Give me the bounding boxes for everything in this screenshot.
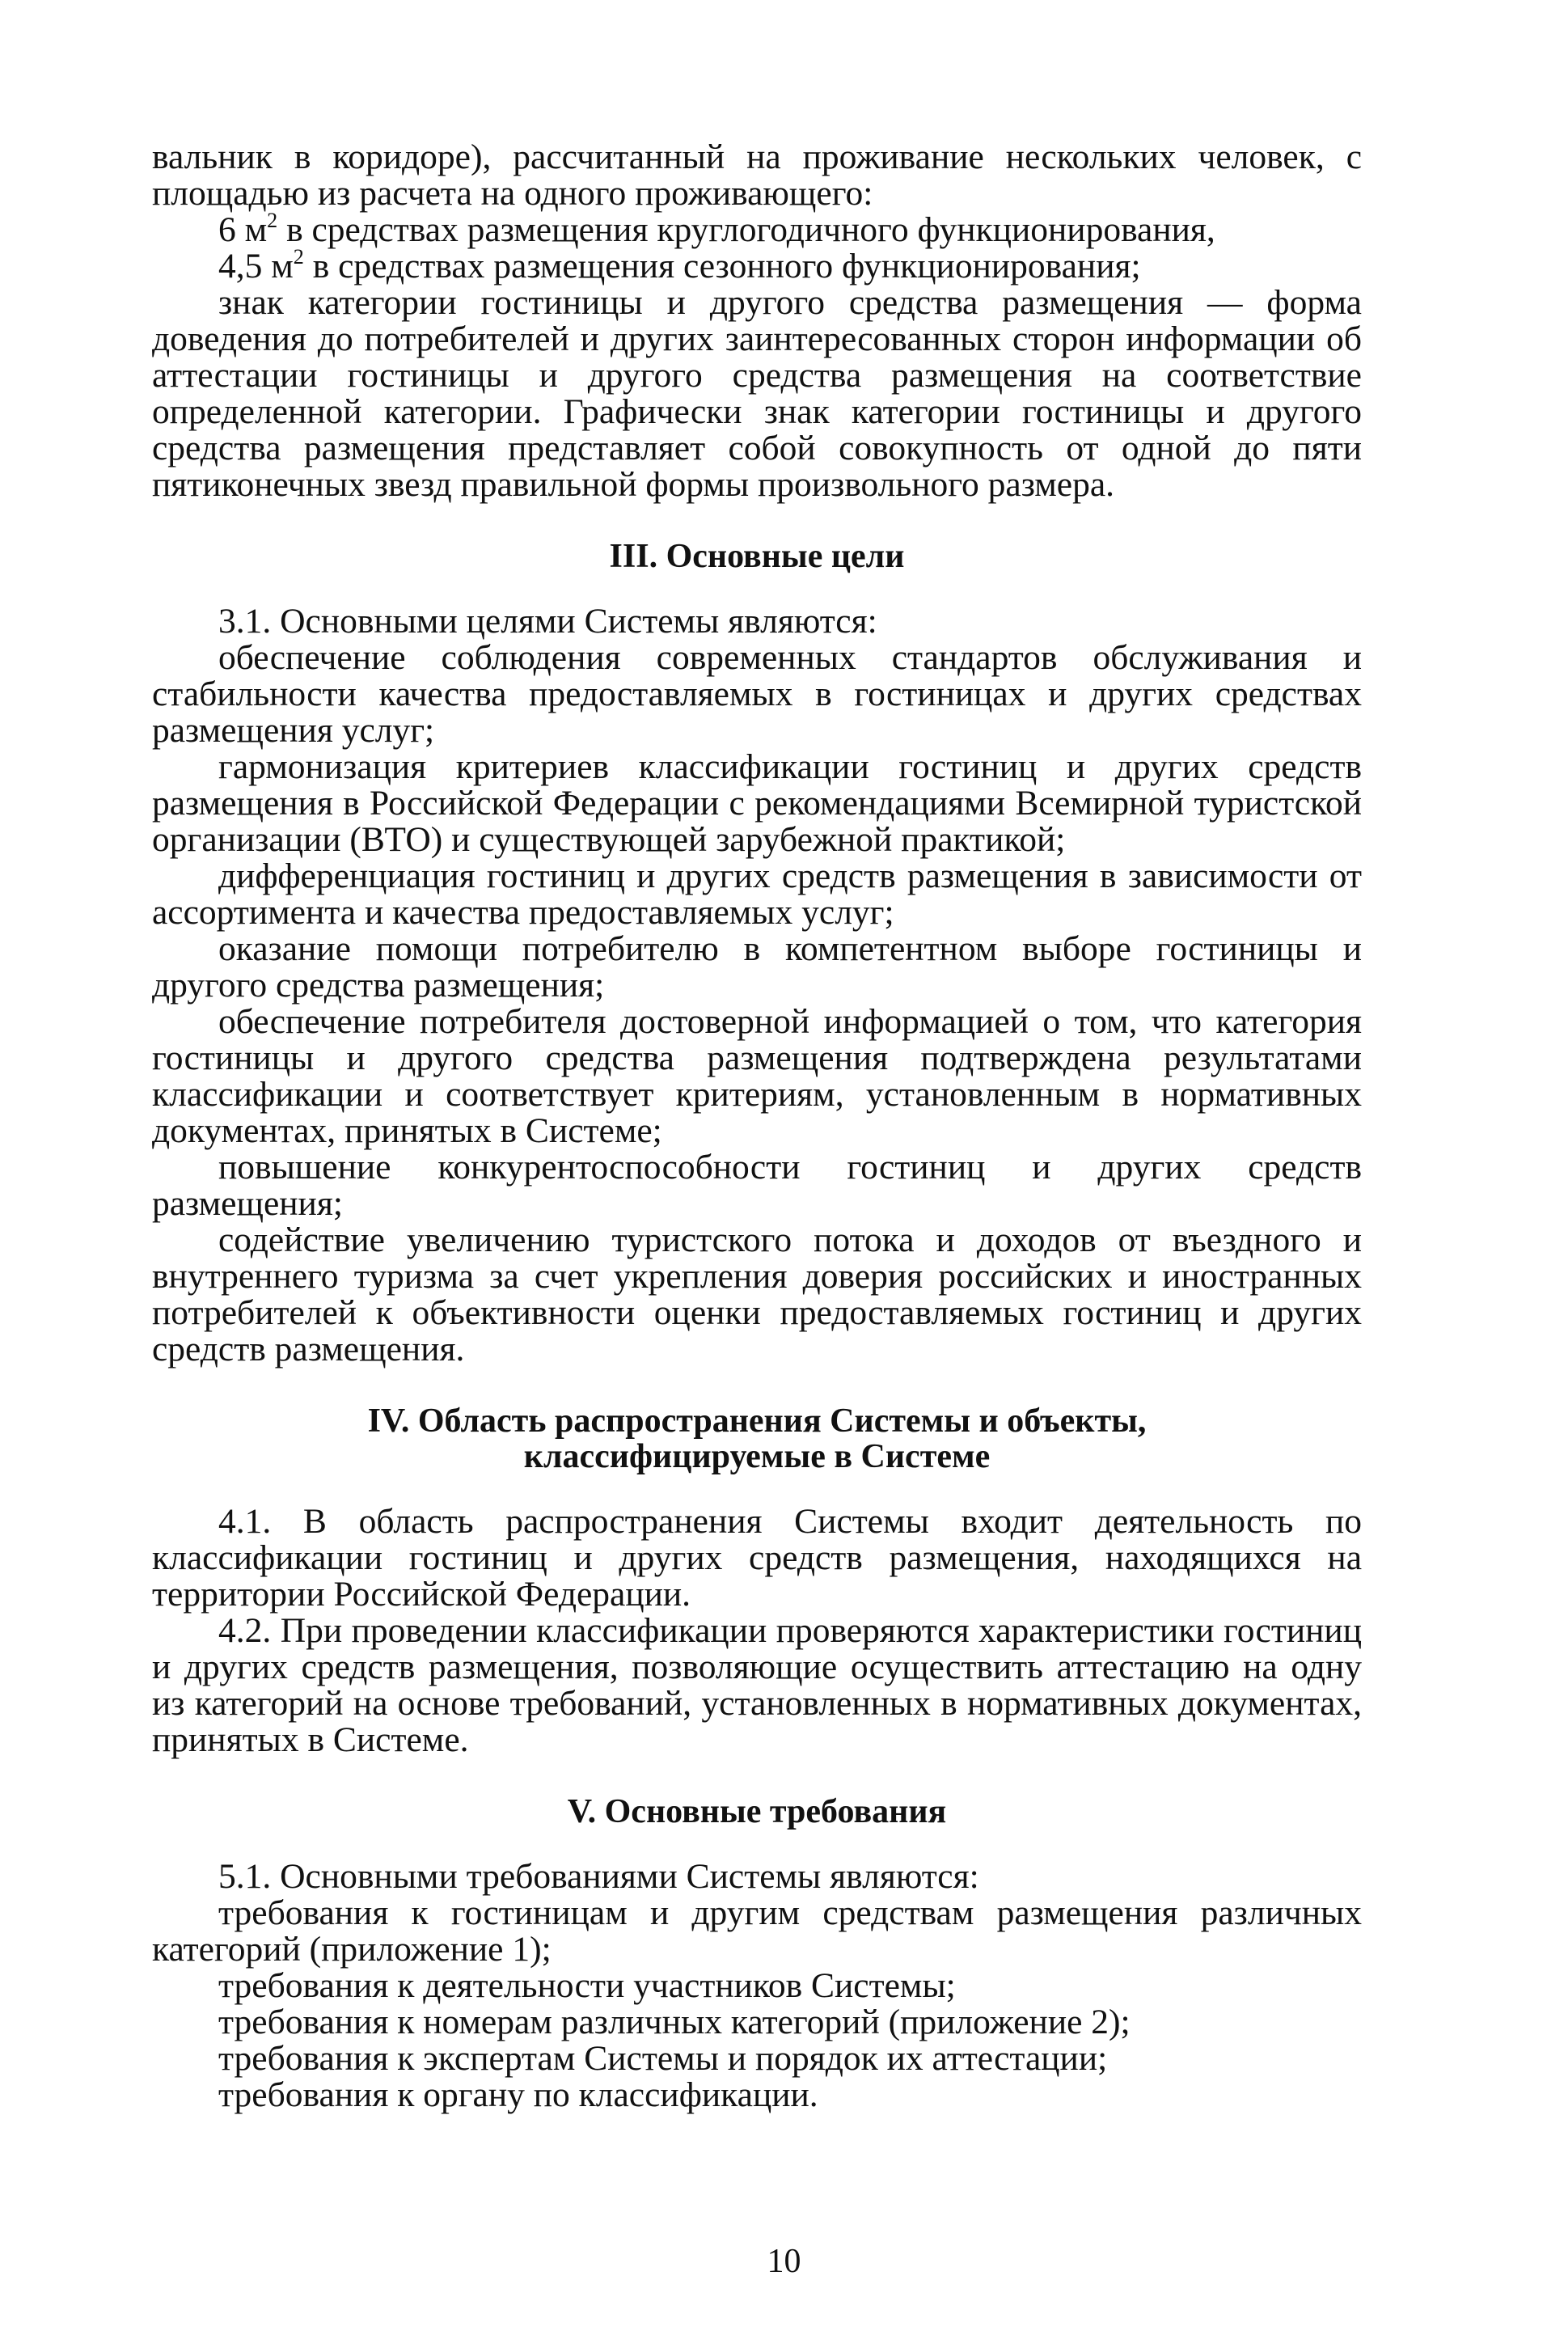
goal-item: повышение конкурентоспособности гостиниц и других средств размещения; [152,1148,1362,1223]
page-number: 10 [767,2243,801,2280]
goal-item: обеспечение соблюдения современных стандартов обслуживания и стабильности качества предоставляемых в гостиницах и других средствах размещения услуг; [152,638,1362,750]
requirement-item: требования к экспертам Системы и порядок их аттестации; [218,2039,1108,2078]
document-page [152,139,1362,2113]
section-4-paragraph-2: 4.2. При проведении классификации проверяются характеристики гостиниц и других средств размещения, позволяющие осуществить аттестацию на одну из категорий на основе требований, установленных в нормативных документах, принятых в Системе. [152,1611,1362,1759]
area-prefix: 6 м [218,210,268,249]
goal-item: дифференциация гостиниц и других средств размещения в зависимости от ассортимента и качества предоставляемых услуг; [152,857,1362,932]
section-4-heading-line2: классифицируемые в Системе [523,1438,991,1475]
goal-item: гармонизация критериев классификации гостиниц и других средств размещения в Российской Федерации с рекомендациями Всемирной туристской организации (ВТО) и существующей зарубежной практикой; [152,747,1362,859]
area-superscript: 2 [267,209,278,233]
section-4-heading-line1: IV. Область распространения Системы и объекты, [367,1402,1147,1440]
section-3-heading: III. Основные цели [609,538,905,575]
requirement-item: требования к номерам различных категорий (приложение 2); [218,2003,1131,2041]
requirement-item: требования к гостиницам и другим средствам размещения различных категорий (приложение 1); [152,1893,1362,1969]
goal-item: обеспечение потребителя достоверной информацией о том, что категория гостиницы и другого средства размещения подтверждена результатами классификации и соответствует критериям, установленным в нормативных документах, принятых в Системе; [152,1002,1362,1150]
category-sign-definition: знак категории гостиницы и другого средства размещения — форма доведения до потребителей и других заинтересованных сторон информации об аттестации гостиницы и другого средства размещения на соответствие определенной категории. Графически знак категории гостиницы и другого средства размещения представляет собой совокупность от одной до пяти пятиконечных звезд правильной формы произвольного размера. [152,283,1362,504]
requirement-item: требования к органу по классификации. [218,2075,818,2114]
section-5-heading: V. Основные требования [567,1793,947,1830]
section-5-lead: 5.1. Основными требованиями Системы являются: [218,1857,979,1896]
section-3-lead: 3.1. Основными целями Системы являются: [218,602,877,641]
area-line-seasonal [152,245,1362,286]
area-text: в средствах размещения круглогодичного функционирования, [277,210,1215,249]
requirement-item: требования к деятельности участников Системы; [218,1966,956,2005]
area-superscript: 2 [293,245,304,269]
area-text: в средствах размещения сезонного функционирования; [303,247,1141,286]
area-prefix: 4,5 м [218,247,294,286]
goal-item: оказание помощи потребителю в компетентном выборе гостиницы и другого средства размещения; [152,929,1362,1005]
goal-item: содействие увеличению туристского потока и доходов от въездного и внутреннего туризма за счет укрепления доверия российских и иностранных потребителей к объективности оценки предоставляемых гостиниц и других средств размещения. [152,1220,1362,1368]
area-line-year-round [152,209,1362,249]
continued-paragraph: вальник в коридоре), рассчитанный на проживание нескольких человек, с площадью из расчета на одного проживающего: [152,137,1362,213]
section-4-paragraph-1: 4.1. В область распространения Системы входит деятельность по классификации гостиниц и других средств размещения, находящихся на территории Российской Федерации. [152,1502,1362,1614]
